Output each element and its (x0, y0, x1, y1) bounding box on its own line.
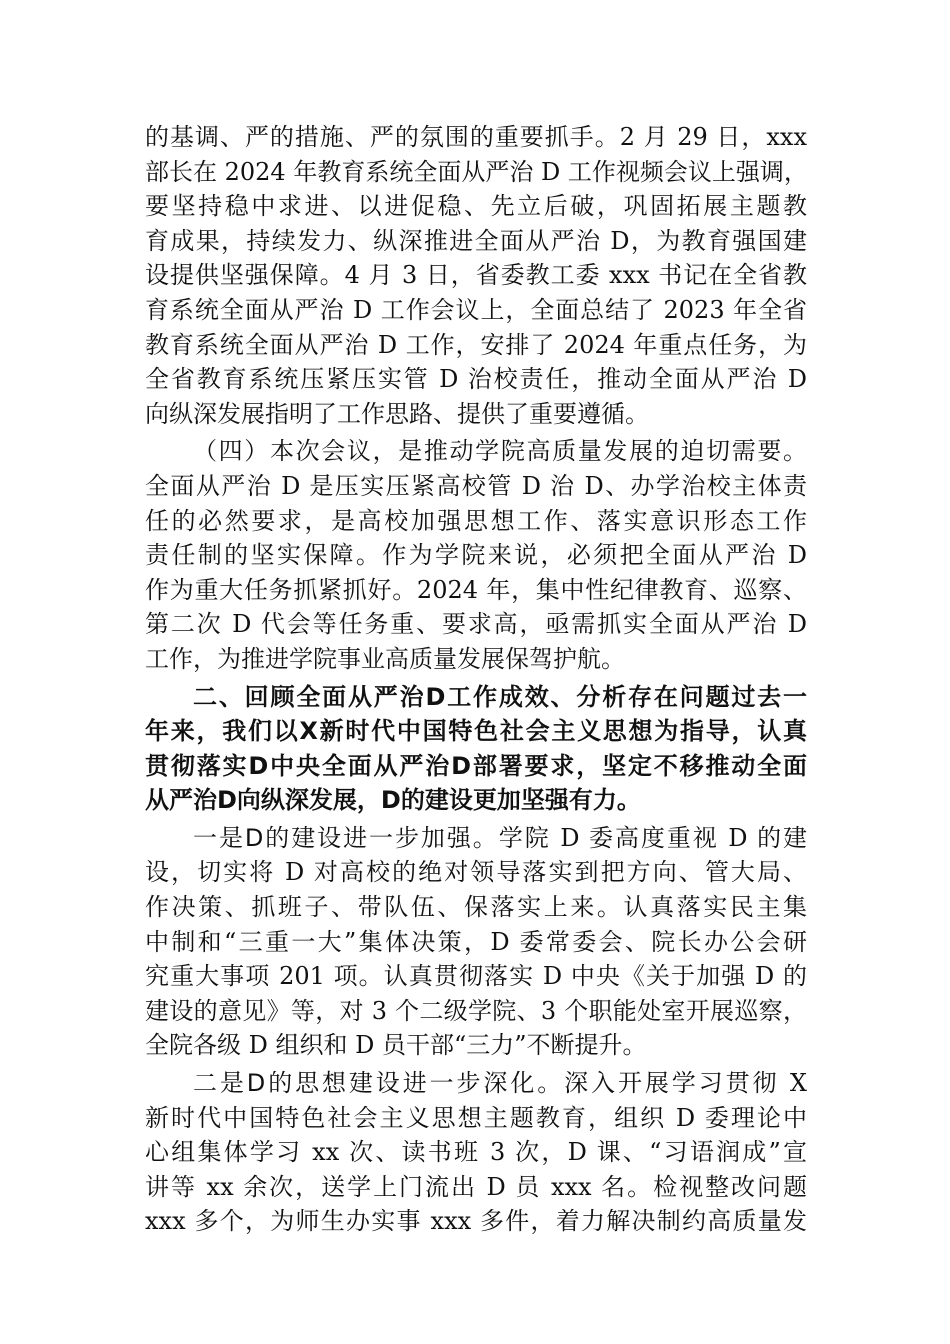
text-line: （四）本次会议，是推动学院高质量发展的迫切需要。 (193, 437, 807, 466)
text-line: 育系统全面从严治 D 工作会议上，全面总结了 2023 年全省 (145, 295, 807, 324)
text-line: 讲等 xx 余次，送学上门流出 D 员 xxx 名。检视整改问题 (145, 1172, 807, 1201)
text-line: xxx 多个，为师生办实事 xxx 多件，着力解决制约高质量发 (145, 1207, 807, 1236)
text-line: 向纵深发展指明了工作思路、提供了重要遵循。 (145, 399, 649, 428)
paragraph-lead: 一是D的建设进一步加强。 (193, 823, 499, 852)
text-line: 要坚持稳中求进、以进促稳、先立后破，巩固拓展主题教 (145, 192, 807, 221)
text-line: 设提供坚强保障。4 月 3 日，省委教工委 xxx 书记在全省教 (145, 261, 807, 290)
text-line (145, 1066, 807, 1101)
text-line: 任的必然要求，是高校加强思想工作、落实意识形态工作 (145, 506, 807, 535)
document-body (145, 120, 807, 1239)
text-line: 设，切实将 D 对高校的绝对领导落实到把方向、管大局、 (145, 858, 807, 887)
text-line: 部长在 2024 年教育系统全面从严治 D 工作视频会议上强调， (145, 157, 808, 186)
text-line: 心组集体学习 xx 次、读书班 3 次，D 课、“习语润成”宣 (145, 1138, 807, 1167)
text-line (145, 821, 807, 856)
text-line: 中制和“三重一大”集体决策，D 委常委会、院长办公会研 (145, 927, 807, 956)
paragraph-2 (145, 434, 807, 676)
section-heading-2 (145, 680, 807, 818)
text-line: 建设的意见》等，对 3 个二级学院、3 个职能处室开展巡察， (145, 996, 807, 1025)
heading-line: 贯彻落实D中央全面从严治D部署要求，坚定不移推动全面 (145, 751, 807, 780)
text-line: 作决策、抓班子、带队伍、保落实上来。认真落实民主集 (145, 893, 807, 922)
text-line: 育成果，持续发力、纵深推进全面从严治 D，为教育强国建 (145, 226, 807, 255)
heading-line: 二、回顾全面从严治D工作成效、分析存在问题过去一 (193, 682, 807, 711)
paragraph-4 (145, 821, 807, 1063)
text-line: 教育系统全面从严治 D 工作，安排了 2024 年重点任务，为 (145, 330, 807, 359)
text-line: 全院各级 D 组织和 D 员干部“三力”不断提升。 (145, 1031, 647, 1060)
paragraph-1 (145, 120, 807, 431)
text-line: 究重大事项 201 项。认真贯彻落实 D 中央《关于加强 D 的 (145, 962, 807, 991)
text-line: 的基调、严的措施、严的氛围的重要抓手。2 月 29 日，xxx (145, 123, 807, 151)
text-line: 作为重大任务抓紧抓好。2024 年，集中性纪律教育、巡察、 (145, 575, 807, 604)
text-line: 责任制的坚实保障。作为学院来说，必须把全面从严治 D (145, 541, 807, 570)
text-segment: 深入开展学习贯彻 X (564, 1069, 807, 1098)
text-segment: 学院 D 委高度重视 D 的建 (498, 823, 808, 852)
text-line: 全面从严治 D 是压实压紧高校管 D 治 D、办学治校主体责 (145, 471, 807, 500)
text-line: 第二次 D 代会等任务重、要求高，亟需抓实全面从严治 D (145, 610, 807, 639)
text-line: 工作，为推进学院事业高质量发展保驾护航。 (145, 644, 625, 673)
text-line: 新时代中国特色社会主义思想主题教育，组织 D 委理论中 (145, 1103, 807, 1132)
heading-line: 年来，我们以X新时代中国特色社会主义思想为指导，认真 (145, 717, 807, 746)
text-line: 全省教育系统压紧压实管 D 治校责任，推动全面从严治 D (145, 365, 807, 394)
paragraph-lead: 二是D的思想建设进一步深化。 (193, 1069, 565, 1098)
heading-line: 从严治D向纵深发展，D的建设更加坚强有力。 (145, 786, 641, 815)
paragraph-5 (145, 1066, 807, 1239)
